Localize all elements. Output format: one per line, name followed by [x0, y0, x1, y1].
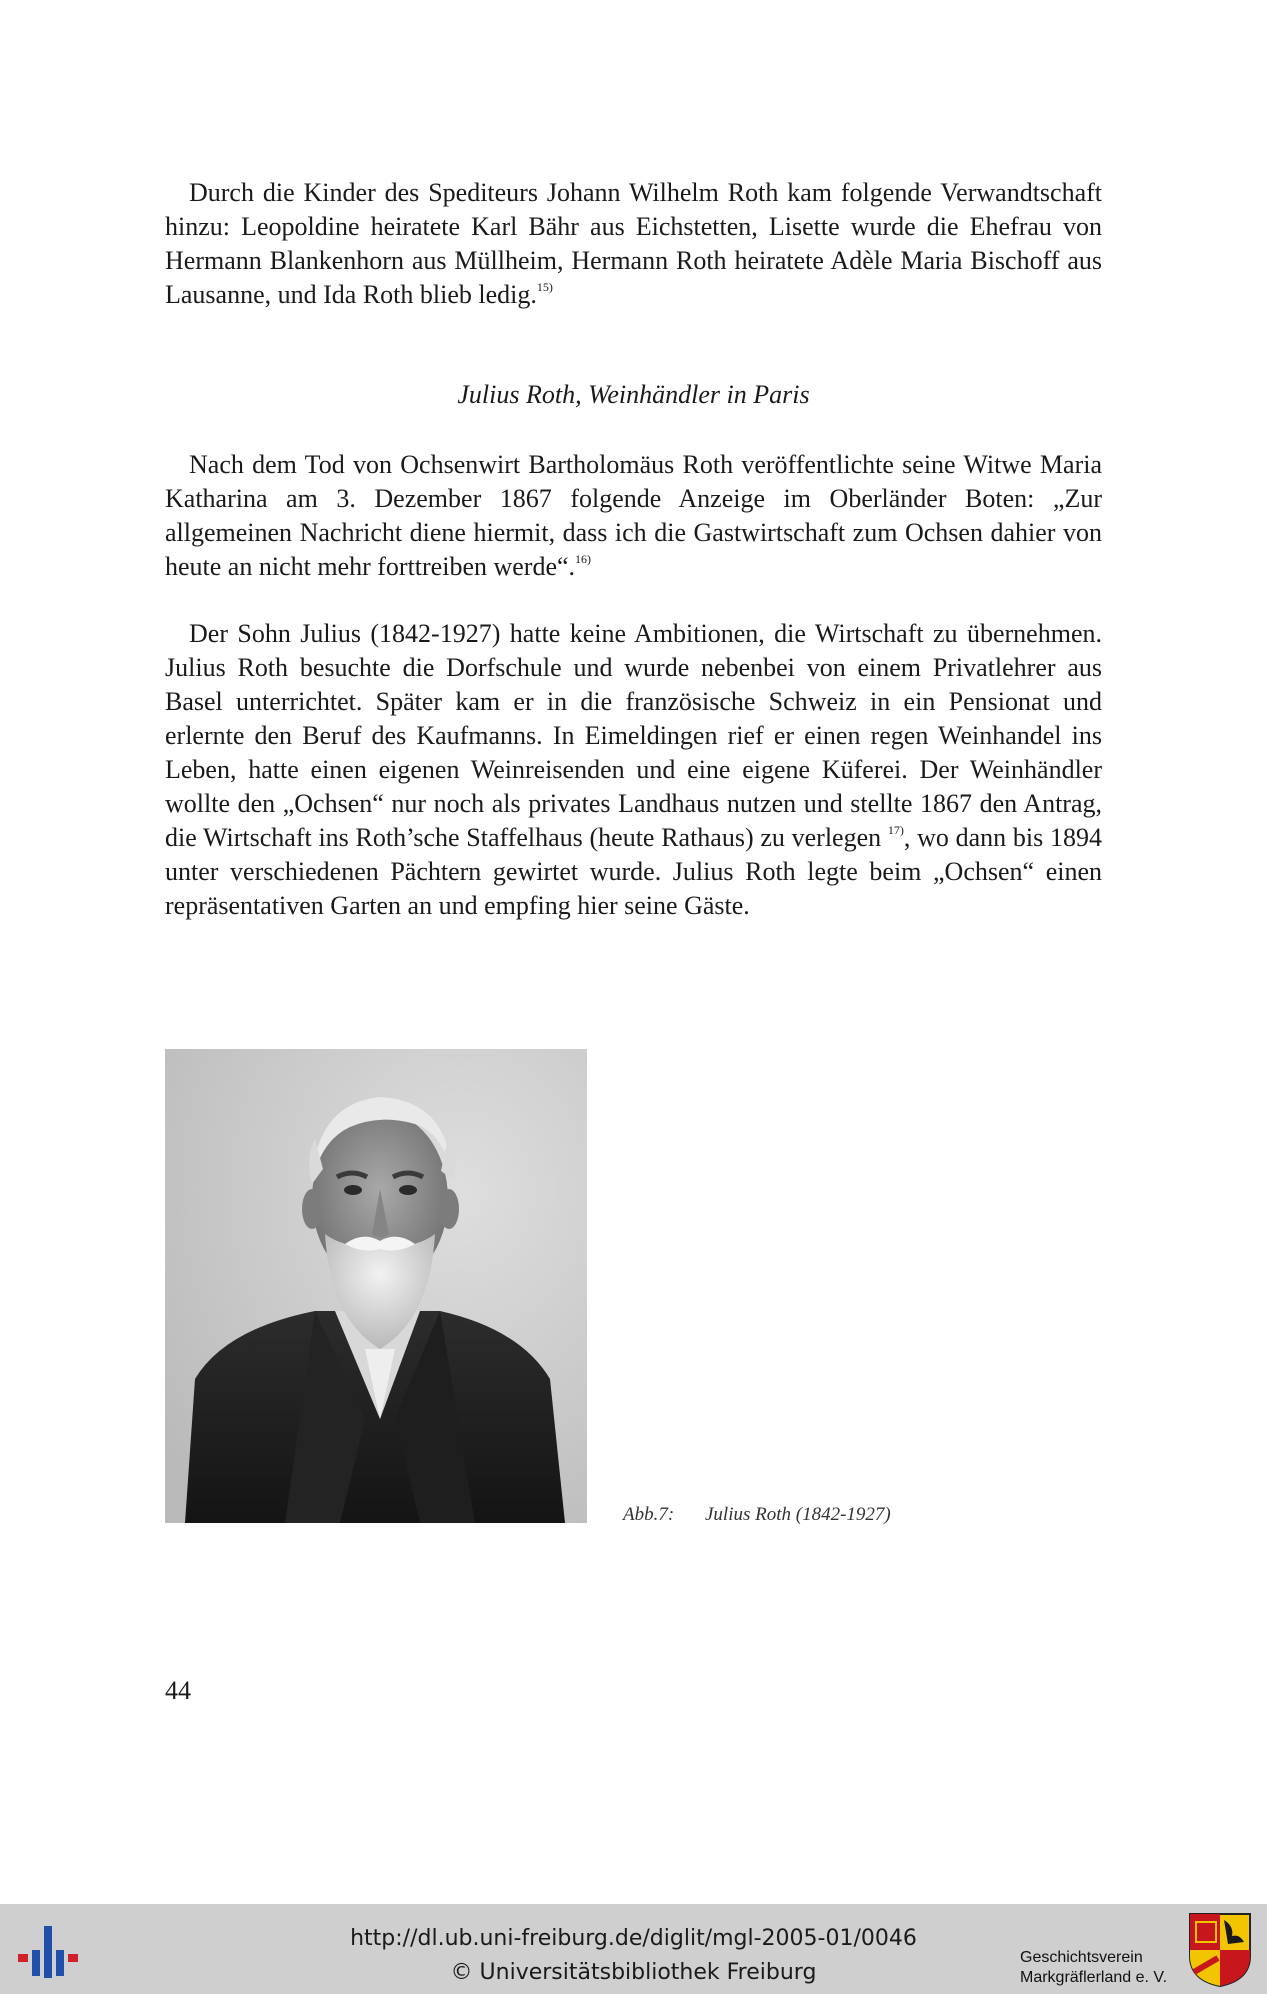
paragraph-text: Der Sohn Julius (1842-1927) hatte keine Ambitionen, die Wirtschaft zu übernehmen. Julius Roth besuchte die Dorfschule und wurde nebenbei von einem Privatlehrer aus Basel unterrichtet. Später kam er in die französische Schweiz in ein Pensionat und erlernte den Beruf des Kaufmanns. In Eimeldingen rief er einen regen Weinhandel ins Leben, hatte einen eigenen Weinreisenden und eine eigene Küferei. Der Weinhändler wollte den „Ochsen“ nur noch als privates Landhaus nutzen und stellte 1867 den Antrag, die Wirtschaft ins Roth’sche Staffelhaus (heute Rathaus) zu verlegen	[165, 619, 1102, 852]
section-heading: Julius Roth, Weinhändler in Paris	[457, 380, 810, 409]
footer-copyright: © Universitätsbibliothek Freiburg	[450, 1960, 817, 1985]
society-name-line2: Markgräflerland e. V.	[1020, 1969, 1168, 1986]
page-number: 44	[165, 1676, 191, 1705]
paragraph-kinder-roth	[165, 176, 1102, 312]
paragraph-text-continued: , wo dann bis 1894 unter verschiedenen Pächtern gewirtet wurde. Julius Roth legte beim „Ochsen“ einen repräsentativen Garten an und empfing hier seine Gäste.	[165, 823, 1102, 920]
paragraph-text: Nach dem Tod von Ochsenwirt Bartholomäus Roth veröffentlichte seine Witwe Maria Katharina am 3. Dezember 1867 folgende Anzeige im Oberländer Boten: „Zur allgemeinen Nachricht diene hiermit, dass ich die Gastwirtschaft zum Ochsen dahier von heute an nicht mehr forttreiben werde“.	[165, 450, 1102, 581]
paragraph-text: Durch die Kinder des Spediteurs Johann Wilhelm Roth kam folgende Verwandtschaft hinzu: Leopoldine heiratete Karl Bähr aus Eichstetten, Lisette wurde die Ehefrau von Hermann Blankenhorn aus Müllheim, Hermann Roth heiratete Adèle Maria Bischoff aus Lausanne, und Ida Roth blieb ledig.	[165, 178, 1102, 309]
footnote-ref-17: 17)	[887, 823, 904, 837]
figure-caption-text: Julius Roth (1842-1927)	[705, 1504, 891, 1525]
portrait-photo-julius-roth	[165, 1049, 587, 1523]
footnote-ref-15: 15)	[536, 280, 553, 294]
footer-bar	[0, 1904, 1267, 1994]
footer-url-link[interactable]: http://dl.ub.uni-freiburg.de/diglit/mgl-2005-01/0046	[350, 1926, 917, 1951]
paragraph-anzeige	[165, 448, 1102, 584]
paragraph-julius-roth	[165, 617, 1102, 923]
society-crest-icon	[1188, 1912, 1252, 1988]
figure-number: Abb.7:	[623, 1504, 675, 1525]
society-name-line1: Geschichtsverein	[1020, 1949, 1143, 1966]
society-name	[1020, 1948, 1167, 1988]
footnote-ref-16: 16)	[575, 552, 592, 566]
figure-caption	[623, 1503, 891, 1527]
